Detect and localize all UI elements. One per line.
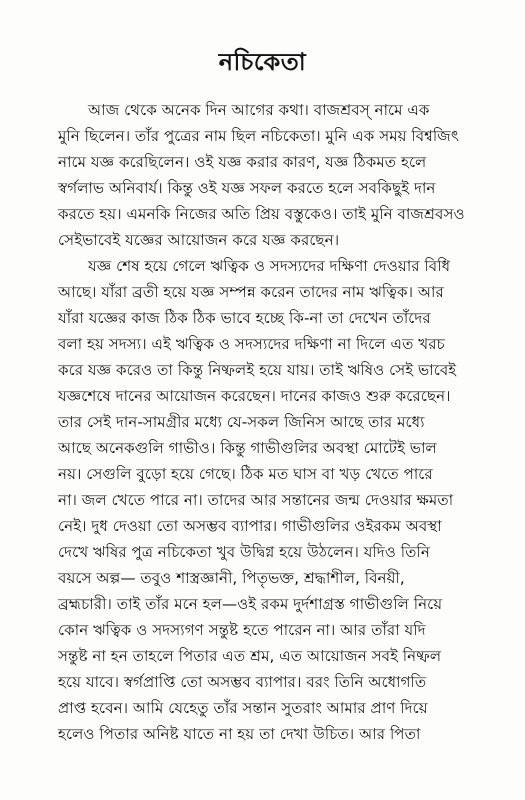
text-line-15: নয়। সেগুলি বুড়ো হয়ে গেছে। ঠিক মত ঘাস বা খড় খেতে পারে <box>58 465 433 483</box>
text-line-16: না। জল খেতে পারে না। তাদের আর সন্তানের জন্ম দেওয়ার ক্ষমতা <box>58 491 454 509</box>
text-line-20: ব্রহ্মচারী। তাই তাঁর মনে হল—ওই রকম দুর্দশাগ্রস্ত গাভীগুলি নিয়ে <box>58 595 443 613</box>
text-line-7: যজ্ঞ শেষ হয়ে গেলে ঋত্বিক ও সদস্যদের দক্ষিণা দেওয়ার বিধি <box>88 257 451 275</box>
text-line-24: প্রাপ্ত হবেন। আমি যেহেতু তাঁর সন্তান সুতরাং আমার প্রাণ দিয়ে <box>58 699 428 717</box>
text-line-10: বলা হয় সদস্য। এই ঋত্বিক ও সদস্যদের দক্ষিণা না দিলে এত খরচ <box>58 335 445 353</box>
text-line-13: তার সেই দান-সামগ্রীর মধ্যে যে-সকল জিনিস আছে তার মধ্যে <box>58 413 425 431</box>
page-title: নচিকেতা <box>218 48 307 76</box>
text-line-9: যাঁরা যজ্ঞের কাজ ঠিক ঠিক ভাবে হচ্ছে কি-না তা দেখেন তাঁদের <box>58 309 431 327</box>
text-line-6: সেইভাবেই যজ্ঞের আয়োজন করে যজ্ঞ করছেন। <box>58 231 340 249</box>
text-line-22: সন্তুষ্ট না হন তাহলে পিতার এত শ্রম, এত আয়োজন সবই নিষ্ফল <box>58 647 442 665</box>
text-line-25: হলেও পিতার অনিষ্ট যাতে না হয় তা দেখা উচিত। আর পিতা <box>58 725 421 743</box>
text-line-17: নেই। দুধ দেওয়া তো অসম্ভব ব্যাপার। গাভীগুলির ওইরকম অবস্থা <box>58 517 442 535</box>
text-line-8: আছে। যাঁরা ব্রতী হয়ে যজ্ঞ সম্পন্ন করেন তাদের নাম ঋত্বিক। আর <box>58 283 444 301</box>
text-line-19: বয়সে অল্প— তবুও শাস্ত্রজ্ঞানী, পিতৃভক্ত, শ্রদ্ধাশীল, বিনয়ী, <box>58 569 405 587</box>
text-line-18: দেখে ঋষির পুত্র নচিকেতা খুব উদ্বিগ্ন হয়ে উঠলেন। যদিও তিনি <box>58 543 430 561</box>
text-line-11: করে যজ্ঞ করেও তা কিন্তু নিষ্ফলই হয়ে যায়। তাই ঋষিও সেই ভাবেই <box>58 361 457 379</box>
text-line-5: করতে হয়। এমনকি নিজের অতি প্রিয় বস্তুকেও। তাই মুনি বাজশ্রবসও <box>58 205 465 223</box>
text-line-21: কোন ঋত্বিক ও সদস্যগণ সন্তুষ্ট হতে পারেন না। আর তাঁরা যদি <box>58 621 426 639</box>
text-line-4: স্বর্গলাভ অনিবার্য। কিন্তু ওই যজ্ঞ সফল করতে হলে সবকিছুই দান <box>58 179 436 197</box>
text-line-12: যজ্ঞশেষে দানের আয়োজন করেছেন। দানের কাজও শুরু করেছেন। <box>58 387 451 405</box>
text-line-3: নামে যজ্ঞ করেছিলেন। ওই যজ্ঞ করার কারণ, যজ্ঞ ঠিকমত হলে <box>58 153 427 171</box>
text-line-1: আজ থেকে অনেক দিন আগের কথা। বাজশ্রবস্ নামে এক <box>88 101 430 119</box>
text-line-14: আছে অনেকগুলি গাভীও। কিন্তু গাভীগুলির অবস্থা মোটেই ভাল <box>58 439 437 457</box>
text-line-2: মুনি ছিলেন। তাঁর পুত্রের নাম ছিল নচিকেতা। মুনি এক সময় বিশ্বজিৎ <box>58 127 459 145</box>
text-line-23: হয়ে যাবে। স্বর্গপ্রাপ্তি তো অসম্ভব ব্যাপার। বরং তিনি অধোগতি <box>58 673 427 691</box>
